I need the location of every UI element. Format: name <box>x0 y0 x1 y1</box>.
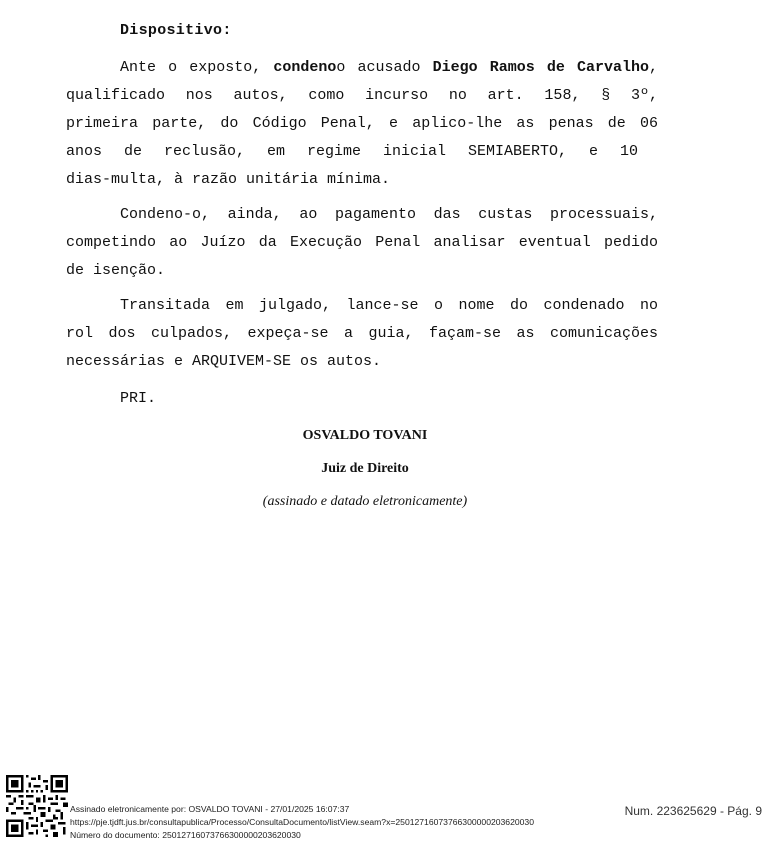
verification-url-link[interactable]: https://pje.tjdft.jus.br/consultapublica/Processo/ConsultaDocumento/listView.seam?x=25012716073766300000203620030 <box>70 817 534 827</box>
text-span: Ante o exposto, <box>120 59 274 76</box>
text-span: , <box>648 59 658 76</box>
signed-by-line: Assinado eletronicamente por: OSVALDO TOVANI - 27/01/2025 16:07:37 <box>70 804 350 814</box>
paragraph-2-line-1: Condeno-o, ainda, ao pagamento das custas processuais, <box>120 206 658 223</box>
signature-footer <box>70 803 534 842</box>
paragraph-2-line-2: competindo ao Juízo da Execução Penal analisar eventual pedido <box>66 234 658 251</box>
page-number: Num. 223625629 - Pág. 9 <box>624 804 762 818</box>
paragraph-3-line-3: necessárias e ARQUIVEM-SE os autos. <box>66 353 382 370</box>
paragraph-1-line-5: dias-multa, à razão unitária mínima. <box>66 171 391 188</box>
paragraph-1-line-4: anos de reclusão, em regime inicial SEMIABERTO, e 10 <box>66 143 638 160</box>
judge-role: Juiz de Direito <box>321 461 409 476</box>
bold-text-condeno: condeno <box>273 59 337 76</box>
qr-code-icon[interactable] <box>6 775 68 837</box>
defendant-name: Diego Ramos de Carvalho <box>432 59 649 76</box>
paragraph-1-line-3: primeira parte, do Código Penal, e aplico-lhe as penas de 06 <box>66 115 658 132</box>
paragraph-2-line-3: de isenção. <box>66 262 166 279</box>
paragraph-3-line-2: rol dos culpados, expeça-se a guia, façam-se as comunicações <box>66 325 658 342</box>
pri-line: PRI. <box>120 390 157 407</box>
document-number-line: Número do documento: 25012716073766300000203620030 <box>70 830 301 840</box>
paragraph-3-line-1: Transitada em julgado, lance-se o nome do condenado no <box>120 297 658 314</box>
judge-name: OSVALDO TOVANI <box>302 428 428 443</box>
signature-note: (assinado e datado eletronicamente) <box>262 494 468 509</box>
section-heading: Dispositivo: <box>120 22 232 39</box>
text-span: o acusado <box>336 59 433 76</box>
paragraph-1-line-1 <box>120 58 658 78</box>
paragraph-1-line-2: qualificado nos autos, como incurso no art. 158, § 3º, <box>66 87 658 104</box>
